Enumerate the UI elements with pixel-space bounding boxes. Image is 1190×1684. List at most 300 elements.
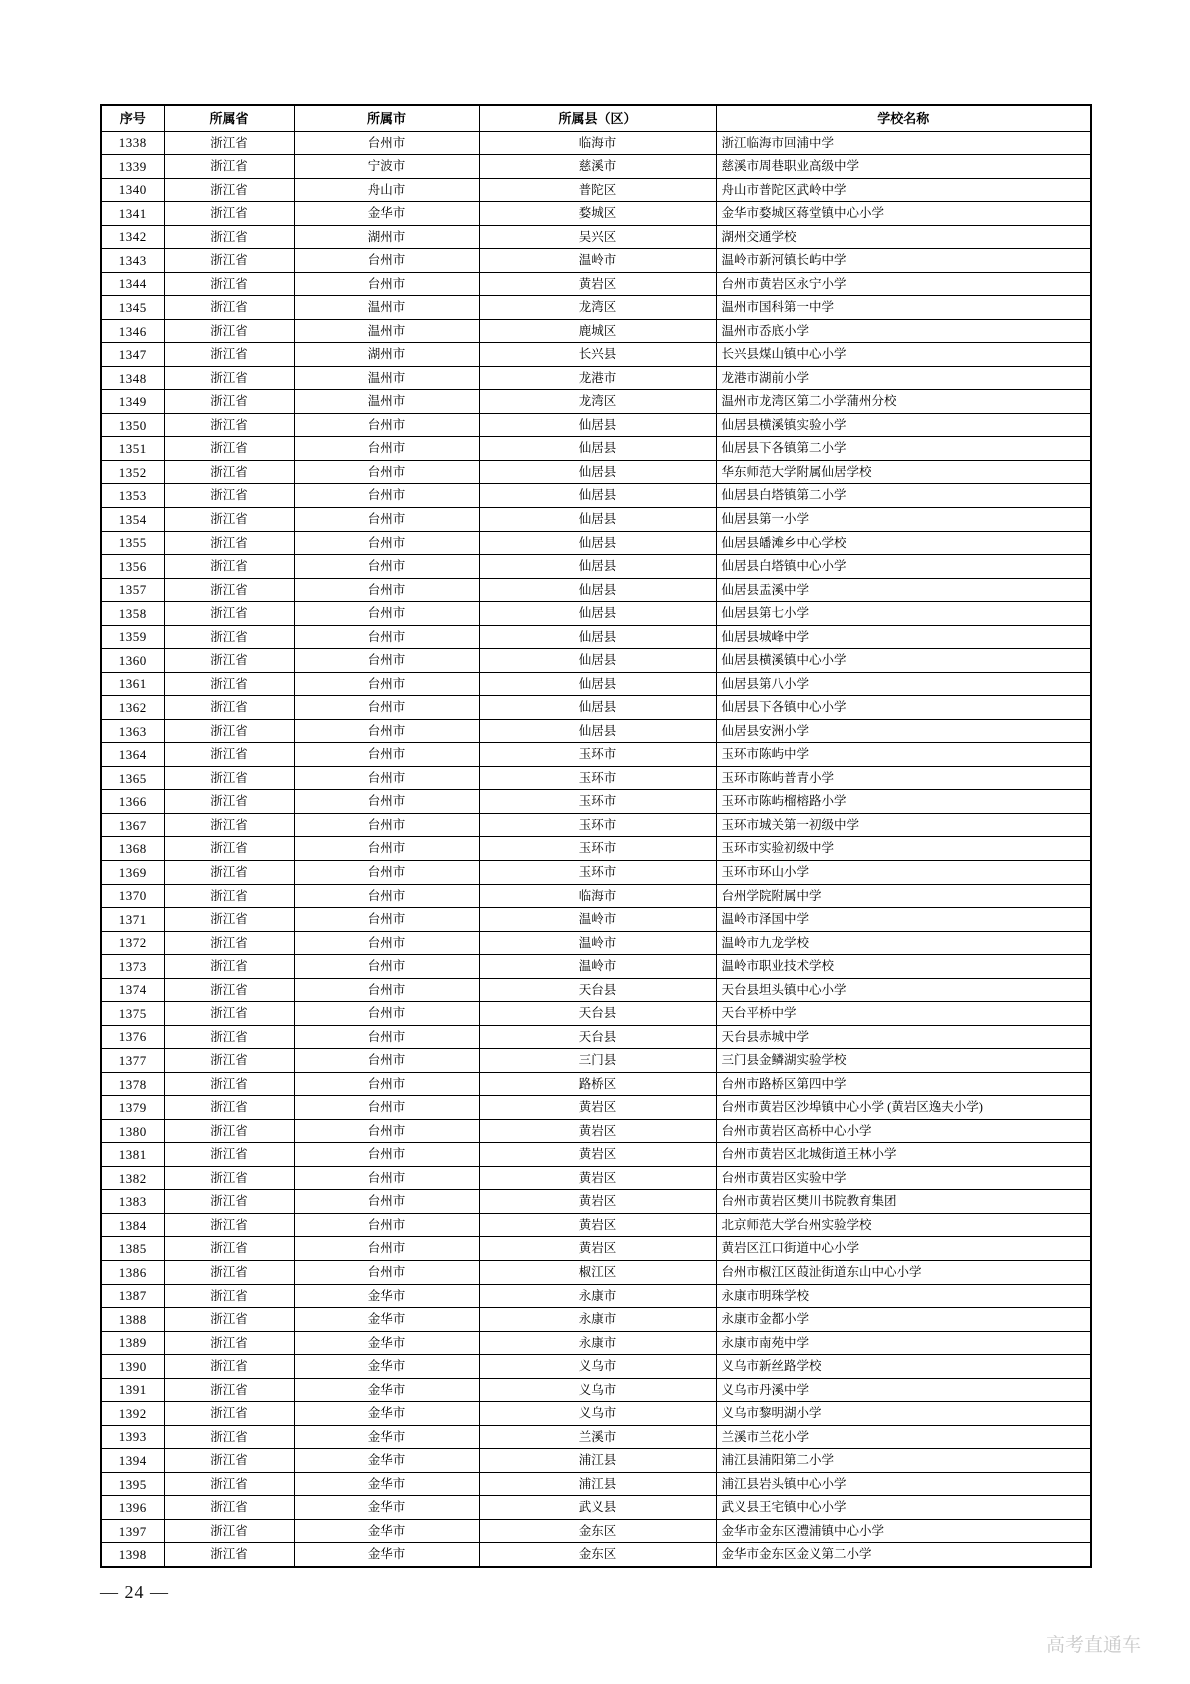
cell-school: 义乌市新丝路学校 <box>716 1355 1091 1379</box>
cell-province: 浙江省 <box>164 1543 294 1567</box>
cell-city: 台州市 <box>294 813 479 837</box>
table-row <box>101 390 1091 414</box>
table-row <box>101 296 1091 320</box>
cell-school: 龙港市湖前小学 <box>716 366 1091 390</box>
table-row <box>101 1166 1091 1190</box>
table-row <box>101 1119 1091 1143</box>
cell-serial: 1359 <box>101 625 164 649</box>
page-number: — 24 — <box>100 1582 169 1602</box>
cell-county: 仙居县 <box>479 578 716 602</box>
cell-county: 仙居县 <box>479 413 716 437</box>
table-row <box>101 1449 1091 1473</box>
cell-province: 浙江省 <box>164 790 294 814</box>
cell-serial: 1384 <box>101 1213 164 1237</box>
table-row <box>101 413 1091 437</box>
cell-serial: 1346 <box>101 319 164 343</box>
cell-province: 浙江省 <box>164 202 294 226</box>
cell-school: 金华市婺城区蒋堂镇中心小学 <box>716 202 1091 226</box>
cell-province: 浙江省 <box>164 296 294 320</box>
cell-province: 浙江省 <box>164 366 294 390</box>
cell-county: 慈溪市 <box>479 155 716 179</box>
cell-school: 华东师范大学附属仙居学校 <box>716 460 1091 484</box>
cell-serial: 1379 <box>101 1096 164 1120</box>
cell-city: 温州市 <box>294 366 479 390</box>
table-row <box>101 837 1091 861</box>
cell-county: 吴兴区 <box>479 225 716 249</box>
cell-county: 普陀区 <box>479 178 716 202</box>
cell-serial: 1363 <box>101 719 164 743</box>
cell-serial: 1348 <box>101 366 164 390</box>
cell-city: 台州市 <box>294 649 479 673</box>
cell-county: 玉环市 <box>479 766 716 790</box>
cell-county: 仙居县 <box>479 696 716 720</box>
table-body <box>101 131 1091 1567</box>
cell-county: 仙居县 <box>479 602 716 626</box>
cell-serial: 1386 <box>101 1261 164 1285</box>
cell-school: 台州市黄岩区樊川书院教育集团 <box>716 1190 1091 1214</box>
cell-school: 玉环市陈屿中学 <box>716 743 1091 767</box>
table-row <box>101 1378 1091 1402</box>
cell-county: 仙居县 <box>479 555 716 579</box>
cell-city: 台州市 <box>294 955 479 979</box>
cell-serial: 1347 <box>101 343 164 367</box>
cell-county: 婺城区 <box>479 202 716 226</box>
cell-school: 台州市黄岩区北城街道王林小学 <box>716 1143 1091 1167</box>
cell-province: 浙江省 <box>164 1072 294 1096</box>
table-row <box>101 719 1091 743</box>
cell-city: 温州市 <box>294 296 479 320</box>
table-row <box>101 1308 1091 1332</box>
table-row <box>101 225 1091 249</box>
table-row <box>101 860 1091 884</box>
table-row <box>101 1425 1091 1449</box>
cell-city: 金华市 <box>294 202 479 226</box>
cell-school: 温岭市九龙学校 <box>716 931 1091 955</box>
cell-serial: 1393 <box>101 1425 164 1449</box>
cell-city: 金华市 <box>294 1519 479 1543</box>
cell-serial: 1394 <box>101 1449 164 1473</box>
cell-serial: 1377 <box>101 1049 164 1073</box>
cell-school: 温州市岙底小学 <box>716 319 1091 343</box>
cell-county: 天台县 <box>479 1002 716 1026</box>
cell-county: 浦江县 <box>479 1449 716 1473</box>
table-row <box>101 178 1091 202</box>
cell-serial: 1373 <box>101 955 164 979</box>
cell-province: 浙江省 <box>164 1049 294 1073</box>
cell-province: 浙江省 <box>164 390 294 414</box>
table-row <box>101 931 1091 955</box>
cell-county: 武义县 <box>479 1496 716 1520</box>
cell-serial: 1362 <box>101 696 164 720</box>
cell-province: 浙江省 <box>164 1331 294 1355</box>
table-row <box>101 202 1091 226</box>
cell-county: 天台县 <box>479 1025 716 1049</box>
cell-serial: 1367 <box>101 813 164 837</box>
cell-province: 浙江省 <box>164 178 294 202</box>
cell-city: 台州市 <box>294 931 479 955</box>
cell-city: 台州市 <box>294 766 479 790</box>
cell-city: 台州市 <box>294 249 479 273</box>
cell-county: 路桥区 <box>479 1072 716 1096</box>
cell-school: 温岭市新河镇长屿中学 <box>716 249 1091 273</box>
table-row <box>101 366 1091 390</box>
cell-serial: 1382 <box>101 1166 164 1190</box>
cell-serial: 1391 <box>101 1378 164 1402</box>
cell-city: 台州市 <box>294 908 479 932</box>
cell-province: 浙江省 <box>164 1025 294 1049</box>
table-row <box>101 766 1091 790</box>
cell-serial: 1371 <box>101 908 164 932</box>
cell-county: 临海市 <box>479 131 716 155</box>
cell-province: 浙江省 <box>164 837 294 861</box>
cell-serial: 1355 <box>101 531 164 555</box>
table-row <box>101 1096 1091 1120</box>
cell-province: 浙江省 <box>164 696 294 720</box>
cell-school: 浦江县岩头镇中心小学 <box>716 1472 1091 1496</box>
cell-school: 金华市金东区澧浦镇中心小学 <box>716 1519 1091 1543</box>
cell-province: 浙江省 <box>164 860 294 884</box>
cell-city: 台州市 <box>294 1237 479 1261</box>
table-row <box>101 1237 1091 1261</box>
cell-serial: 1361 <box>101 672 164 696</box>
cell-serial: 1374 <box>101 978 164 1002</box>
cell-school: 天台平桥中学 <box>716 1002 1091 1026</box>
table-row <box>101 696 1091 720</box>
cell-county: 温岭市 <box>479 908 716 932</box>
cell-serial: 1365 <box>101 766 164 790</box>
cell-province: 浙江省 <box>164 272 294 296</box>
cell-school: 仙居县横溪镇中心小学 <box>716 649 1091 673</box>
cell-city: 舟山市 <box>294 178 479 202</box>
cell-province: 浙江省 <box>164 131 294 155</box>
cell-province: 浙江省 <box>164 1213 294 1237</box>
cell-school: 天台县赤城中学 <box>716 1025 1091 1049</box>
cell-county: 仙居县 <box>479 460 716 484</box>
cell-city: 台州市 <box>294 508 479 532</box>
cell-serial: 1351 <box>101 437 164 461</box>
cell-school: 温岭市泽国中学 <box>716 908 1091 932</box>
cell-school: 仙居县白塔镇中心小学 <box>716 555 1091 579</box>
cell-county: 仙居县 <box>479 508 716 532</box>
cell-province: 浙江省 <box>164 719 294 743</box>
cell-city: 台州市 <box>294 719 479 743</box>
table-row <box>101 1261 1091 1285</box>
cell-province: 浙江省 <box>164 249 294 273</box>
table-row <box>101 672 1091 696</box>
cell-serial: 1395 <box>101 1472 164 1496</box>
table-row <box>101 343 1091 367</box>
cell-province: 浙江省 <box>164 437 294 461</box>
cell-province: 浙江省 <box>164 484 294 508</box>
table-row <box>101 884 1091 908</box>
cell-school: 玉环市环山小学 <box>716 860 1091 884</box>
cell-county: 金东区 <box>479 1543 716 1567</box>
cell-province: 浙江省 <box>164 460 294 484</box>
cell-city: 台州市 <box>294 578 479 602</box>
cell-school: 义乌市黎明湖小学 <box>716 1402 1091 1426</box>
cell-city: 台州市 <box>294 413 479 437</box>
cell-county: 仙居县 <box>479 649 716 673</box>
cell-school: 北京师范大学台州实验学校 <box>716 1213 1091 1237</box>
cell-school: 黄岩区江口街道中心小学 <box>716 1237 1091 1261</box>
cell-school: 兰溪市兰花小学 <box>716 1425 1091 1449</box>
cell-serial: 1368 <box>101 837 164 861</box>
cell-city: 台州市 <box>294 1096 479 1120</box>
cell-county: 黄岩区 <box>479 1166 716 1190</box>
cell-province: 浙江省 <box>164 1190 294 1214</box>
cell-school: 玉环市陈屿普青小学 <box>716 766 1091 790</box>
cell-province: 浙江省 <box>164 1119 294 1143</box>
cell-serial: 1349 <box>101 390 164 414</box>
cell-school: 仙居县下各镇中心小学 <box>716 696 1091 720</box>
table-row <box>101 1543 1091 1567</box>
cell-serial: 1370 <box>101 884 164 908</box>
cell-county: 椒江区 <box>479 1261 716 1285</box>
cell-province: 浙江省 <box>164 225 294 249</box>
column-header: 学校名称 <box>716 105 1091 131</box>
cell-city: 台州市 <box>294 1213 479 1237</box>
cell-school: 天台县坦头镇中心小学 <box>716 978 1091 1002</box>
cell-county: 仙居县 <box>479 672 716 696</box>
cell-serial: 1390 <box>101 1355 164 1379</box>
cell-serial: 1360 <box>101 649 164 673</box>
cell-city: 台州市 <box>294 1261 479 1285</box>
cell-serial: 1358 <box>101 602 164 626</box>
cell-province: 浙江省 <box>164 1378 294 1402</box>
cell-county: 永康市 <box>479 1331 716 1355</box>
cell-school: 浦江县浦阳第二小学 <box>716 1449 1091 1473</box>
cell-county: 黄岩区 <box>479 1096 716 1120</box>
cell-serial: 1339 <box>101 155 164 179</box>
cell-serial: 1354 <box>101 508 164 532</box>
cell-serial: 1341 <box>101 202 164 226</box>
cell-city: 温州市 <box>294 390 479 414</box>
cell-city: 台州市 <box>294 484 479 508</box>
cell-county: 龙港市 <box>479 366 716 390</box>
cell-province: 浙江省 <box>164 1472 294 1496</box>
table-row <box>101 578 1091 602</box>
cell-county: 黄岩区 <box>479 272 716 296</box>
cell-county: 天台县 <box>479 978 716 1002</box>
cell-city: 台州市 <box>294 272 479 296</box>
cell-county: 永康市 <box>479 1308 716 1332</box>
cell-county: 永康市 <box>479 1284 716 1308</box>
cell-school: 台州市椒江区葭沚街道东山中心小学 <box>716 1261 1091 1285</box>
table-row <box>101 131 1091 155</box>
cell-serial: 1372 <box>101 931 164 955</box>
cell-county: 仙居县 <box>479 484 716 508</box>
cell-school: 湖州交通学校 <box>716 225 1091 249</box>
cell-serial: 1350 <box>101 413 164 437</box>
cell-province: 浙江省 <box>164 1402 294 1426</box>
cell-serial: 1385 <box>101 1237 164 1261</box>
cell-school: 三门县金鳞湖实验学校 <box>716 1049 1091 1073</box>
cell-serial: 1338 <box>101 131 164 155</box>
table-row <box>101 1402 1091 1426</box>
cell-city: 台州市 <box>294 672 479 696</box>
cell-serial: 1396 <box>101 1496 164 1520</box>
column-header: 所属市 <box>294 105 479 131</box>
table-row <box>101 955 1091 979</box>
cell-school: 温州市龙湾区第二小学蒲州分校 <box>716 390 1091 414</box>
cell-province: 浙江省 <box>164 508 294 532</box>
cell-school: 永康市南苑中学 <box>716 1331 1091 1355</box>
cell-city: 金华市 <box>294 1496 479 1520</box>
cell-serial: 1397 <box>101 1519 164 1543</box>
table-row <box>101 1355 1091 1379</box>
cell-school: 仙居县第一小学 <box>716 508 1091 532</box>
cell-county: 浦江县 <box>479 1472 716 1496</box>
cell-province: 浙江省 <box>164 931 294 955</box>
cell-city: 台州市 <box>294 860 479 884</box>
cell-province: 浙江省 <box>164 1519 294 1543</box>
cell-school: 仙居县盂溪中学 <box>716 578 1091 602</box>
cell-serial: 1398 <box>101 1543 164 1567</box>
cell-county: 黄岩区 <box>479 1190 716 1214</box>
cell-serial: 1388 <box>101 1308 164 1332</box>
cell-serial: 1352 <box>101 460 164 484</box>
cell-school: 舟山市普陀区武岭中学 <box>716 178 1091 202</box>
cell-school: 永康市明珠学校 <box>716 1284 1091 1308</box>
table-row <box>101 625 1091 649</box>
cell-school: 温岭市职业技术学校 <box>716 955 1091 979</box>
cell-province: 浙江省 <box>164 1496 294 1520</box>
cell-school: 仙居县下各镇第二小学 <box>716 437 1091 461</box>
cell-county: 黄岩区 <box>479 1119 716 1143</box>
cell-school: 永康市金都小学 <box>716 1308 1091 1332</box>
table-row <box>101 743 1091 767</box>
cell-school: 仙居县安洲小学 <box>716 719 1091 743</box>
cell-serial: 1383 <box>101 1190 164 1214</box>
table-row <box>101 555 1091 579</box>
cell-school: 义乌市丹溪中学 <box>716 1378 1091 1402</box>
cell-city: 台州市 <box>294 884 479 908</box>
cell-school: 玉环市陈屿榴榕路小学 <box>716 790 1091 814</box>
cell-school: 仙居县第七小学 <box>716 602 1091 626</box>
cell-county: 黄岩区 <box>479 1143 716 1167</box>
table-row <box>101 1284 1091 1308</box>
cell-province: 浙江省 <box>164 955 294 979</box>
cell-county: 龙湾区 <box>479 296 716 320</box>
table-row <box>101 1496 1091 1520</box>
cell-serial: 1375 <box>101 1002 164 1026</box>
cell-province: 浙江省 <box>164 884 294 908</box>
table-row <box>101 1472 1091 1496</box>
cell-serial: 1387 <box>101 1284 164 1308</box>
cell-city: 台州市 <box>294 625 479 649</box>
cell-school: 台州市黄岩区沙埠镇中心小学 (黄岩区逸夫小学) <box>716 1096 1091 1120</box>
cell-school: 浙江临海市回浦中学 <box>716 131 1091 155</box>
cell-school: 温州市国科第一中学 <box>716 296 1091 320</box>
table-row <box>101 1025 1091 1049</box>
cell-city: 台州市 <box>294 743 479 767</box>
cell-province: 浙江省 <box>164 649 294 673</box>
cell-school: 慈溪市周巷职业高级中学 <box>716 155 1091 179</box>
cell-serial: 1356 <box>101 555 164 579</box>
cell-county: 义乌市 <box>479 1402 716 1426</box>
cell-province: 浙江省 <box>164 908 294 932</box>
cell-serial: 1381 <box>101 1143 164 1167</box>
cell-city: 金华市 <box>294 1378 479 1402</box>
cell-city: 台州市 <box>294 1049 479 1073</box>
cell-city: 金华市 <box>294 1284 479 1308</box>
cell-county: 金东区 <box>479 1519 716 1543</box>
table-row <box>101 813 1091 837</box>
cell-city: 台州市 <box>294 978 479 1002</box>
cell-school: 金华市金东区金义第二小学 <box>716 1543 1091 1567</box>
cell-county: 鹿城区 <box>479 319 716 343</box>
cell-county: 仙居县 <box>479 719 716 743</box>
cell-school: 台州市黄岩区高桥中心小学 <box>716 1119 1091 1143</box>
cell-province: 浙江省 <box>164 1002 294 1026</box>
cell-serial: 1342 <box>101 225 164 249</box>
cell-province: 浙江省 <box>164 813 294 837</box>
cell-county: 温岭市 <box>479 249 716 273</box>
cell-serial: 1343 <box>101 249 164 273</box>
table-row <box>101 1002 1091 1026</box>
cell-province: 浙江省 <box>164 672 294 696</box>
cell-county: 兰溪市 <box>479 1425 716 1449</box>
cell-serial: 1392 <box>101 1402 164 1426</box>
cell-city: 台州市 <box>294 437 479 461</box>
cell-county: 玉环市 <box>479 743 716 767</box>
cell-school: 仙居县白塔镇第二小学 <box>716 484 1091 508</box>
cell-city: 金华市 <box>294 1355 479 1379</box>
table-row <box>101 1190 1091 1214</box>
cell-serial: 1357 <box>101 578 164 602</box>
cell-city: 台州市 <box>294 790 479 814</box>
cell-school: 武义县王宅镇中心小学 <box>716 1496 1091 1520</box>
cell-county: 玉环市 <box>479 813 716 837</box>
cell-city: 台州市 <box>294 555 479 579</box>
cell-county: 义乌市 <box>479 1378 716 1402</box>
cell-province: 浙江省 <box>164 531 294 555</box>
table-row <box>101 1143 1091 1167</box>
cell-city: 台州市 <box>294 460 479 484</box>
cell-county: 仙居县 <box>479 531 716 555</box>
cell-province: 浙江省 <box>164 343 294 367</box>
cell-province: 浙江省 <box>164 1166 294 1190</box>
cell-city: 台州市 <box>294 1190 479 1214</box>
table-row <box>101 1072 1091 1096</box>
cell-school: 玉环市实验初级中学 <box>716 837 1091 861</box>
table-row <box>101 460 1091 484</box>
cell-city: 金华市 <box>294 1449 479 1473</box>
cell-serial: 1345 <box>101 296 164 320</box>
cell-city: 台州市 <box>294 1119 479 1143</box>
cell-school: 仙居县城峰中学 <box>716 625 1091 649</box>
watermark-gaokao-zhitongche: 高考直通车 <box>1046 1635 1142 1656</box>
cell-serial: 1376 <box>101 1025 164 1049</box>
cell-province: 浙江省 <box>164 578 294 602</box>
cell-county: 温岭市 <box>479 955 716 979</box>
table-row <box>101 1331 1091 1355</box>
cell-county: 黄岩区 <box>479 1237 716 1261</box>
cell-city: 金华市 <box>294 1402 479 1426</box>
cell-province: 浙江省 <box>164 1237 294 1261</box>
cell-serial: 1378 <box>101 1072 164 1096</box>
cell-county: 三门县 <box>479 1049 716 1073</box>
cell-city: 台州市 <box>294 837 479 861</box>
cell-province: 浙江省 <box>164 625 294 649</box>
cell-province: 浙江省 <box>164 1096 294 1120</box>
table-row <box>101 790 1091 814</box>
cell-county: 仙居县 <box>479 625 716 649</box>
cell-province: 浙江省 <box>164 1355 294 1379</box>
cell-city: 湖州市 <box>294 343 479 367</box>
cell-county: 温岭市 <box>479 931 716 955</box>
table-row <box>101 602 1091 626</box>
